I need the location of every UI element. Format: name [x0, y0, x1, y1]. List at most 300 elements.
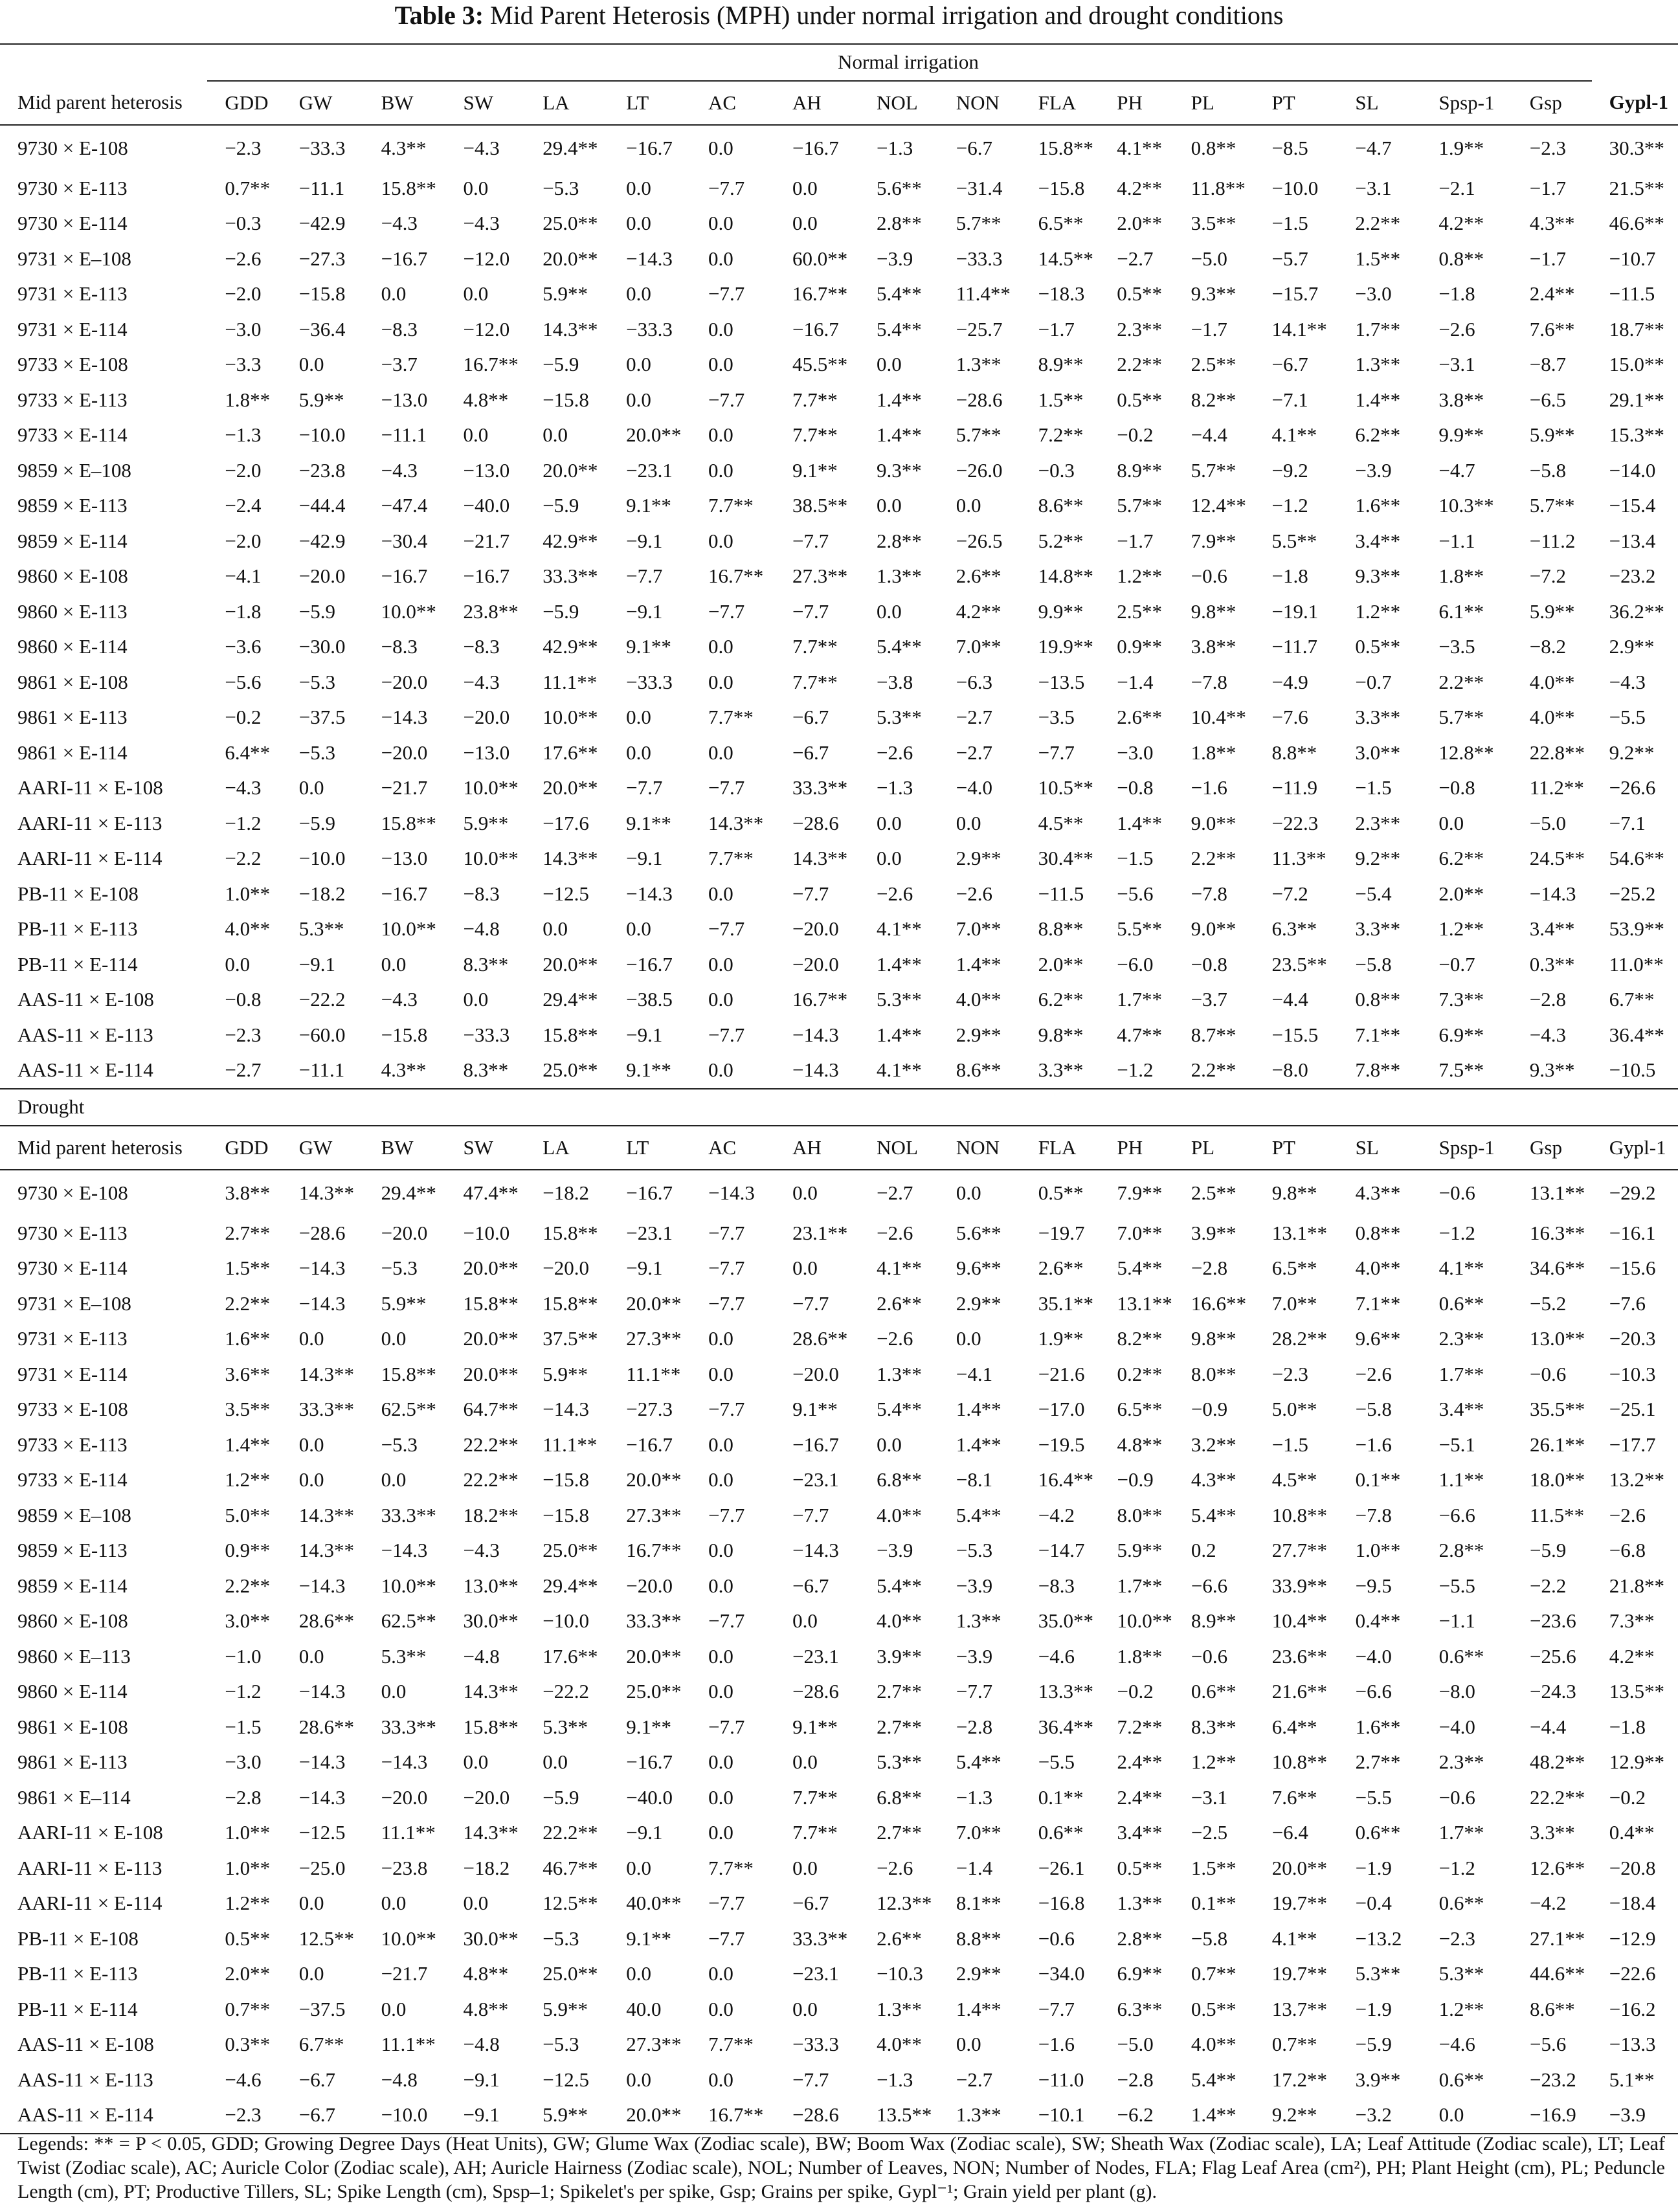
- table-cell: −28.6: [298, 1221, 346, 1244]
- table-cell: 47.4**: [463, 1181, 519, 1204]
- table-cell: 1.6**: [1355, 494, 1401, 517]
- table-cell: 22.2**: [543, 1821, 598, 1844]
- column-header: LT: [609, 1126, 691, 1170]
- table-row: [0, 347, 1678, 383]
- table-cell: −10.0: [543, 1609, 590, 1632]
- table-cell: 0.0: [626, 706, 651, 728]
- table-cell: −5.5: [1355, 1785, 1392, 1809]
- table-cell: −15.6: [1609, 1257, 1656, 1279]
- table-cell: 27.7**: [1271, 1539, 1327, 1561]
- table-cell: −1.8: [1271, 564, 1308, 587]
- table-cell: 2.0**: [225, 1962, 271, 1985]
- table-cell: −7.7: [708, 1398, 745, 1420]
- table-cell: 29.4**: [543, 136, 598, 159]
- table-cell: −4.0: [1438, 1715, 1475, 1738]
- table-cell: 2.7**: [877, 1680, 922, 1703]
- table-cell: 5.7**: [956, 212, 1001, 234]
- table-cell: −5.0: [1191, 247, 1227, 270]
- table-cell: 7.7**: [792, 635, 838, 658]
- table-cell: 0.6**: [1355, 1821, 1401, 1844]
- table-cell: 0.0: [708, 1433, 733, 1456]
- table-cell: −2.6: [877, 882, 913, 905]
- table-cell: −6.7: [956, 136, 992, 159]
- table-cell: −7.7: [708, 1715, 745, 1738]
- table-cell: 7.7**: [792, 1821, 838, 1844]
- table-cell: 29.4**: [543, 1574, 598, 1597]
- table-cell: 0.6**: [1038, 1821, 1084, 1844]
- table-cell: 12.8**: [1438, 741, 1494, 764]
- table-cell: −1.2: [1438, 1221, 1475, 1244]
- table-cell: 0.0: [381, 282, 407, 305]
- table-cell: −1.5: [1355, 776, 1392, 799]
- table-cell: −1.5: [1271, 1433, 1308, 1456]
- table-cell: 0.4**: [1355, 1609, 1401, 1632]
- table-cell: 5.3**: [877, 1750, 922, 1773]
- table-cell: 2.0**: [1438, 882, 1484, 905]
- table-row: [0, 1745, 1678, 1780]
- table-cell: 10.4**: [1271, 1609, 1327, 1632]
- table-cell: 0.1**: [1191, 1892, 1236, 1914]
- table-cell: 5.9**: [543, 1362, 588, 1385]
- table-cell: −7.7: [708, 1023, 745, 1046]
- table-cell: −8.7: [1529, 353, 1567, 375]
- table-cell: 0.0: [792, 176, 818, 199]
- table-cell: 1.2**: [1438, 917, 1484, 940]
- table-cell: −0.3: [1038, 458, 1075, 482]
- table-row: [0, 2097, 1678, 2134]
- table-cell: 2.9**: [1609, 635, 1655, 658]
- table-cell: −11.2: [1529, 529, 1576, 552]
- table-row: [0, 1251, 1678, 1286]
- table-cell: −30.4: [381, 529, 428, 552]
- table-cell: 25.0**: [543, 212, 598, 234]
- table-cell: 4.8**: [1117, 1433, 1163, 1456]
- table-cell: −7.7: [708, 1609, 745, 1632]
- table-cell: −6.6: [1355, 1680, 1392, 1703]
- table-cell: −13.0: [463, 741, 510, 764]
- row-label: 9860 × E–113: [17, 1644, 131, 1668]
- table-cell: 54.6**: [1609, 847, 1664, 869]
- table-row: [0, 488, 1678, 524]
- table-row: [0, 911, 1678, 947]
- table-row: [0, 2027, 1678, 2062]
- column-header: PL: [1174, 81, 1255, 125]
- table-cell: 20.0**: [463, 1362, 519, 1385]
- table-cell: 3.9**: [877, 1644, 922, 1668]
- table-cell: 2.2**: [1174, 1053, 1255, 1089]
- table-cell: −5.1: [1438, 1433, 1475, 1456]
- table-cell: 0.0: [956, 494, 981, 517]
- table-cell: −29.2: [1609, 1181, 1656, 1204]
- table-cell: 0.0: [626, 1962, 651, 1985]
- table-cell: −4.8: [381, 2068, 418, 2091]
- table-cell: −11.0: [1038, 2068, 1084, 2091]
- table-cell: 2.7**: [225, 1221, 271, 1244]
- table-cell: −7.7: [792, 2068, 829, 2091]
- column-header: Gsp: [1512, 81, 1592, 125]
- table-cell: 0.0: [298, 1433, 324, 1456]
- table-cell: 0.0: [381, 952, 407, 976]
- table-cell: −0.3: [225, 212, 262, 234]
- table-cell: −1.6: [1038, 2033, 1075, 2055]
- table-cell: −20.3: [1609, 1327, 1656, 1350]
- table-cell: 28.6**: [792, 1327, 848, 1350]
- table-cell: 60.0**: [792, 247, 848, 270]
- table-cell: 64.7**: [463, 1398, 519, 1420]
- table-cell: −19.1: [1271, 599, 1319, 623]
- table-cell: 15.8**: [381, 811, 436, 834]
- column-header: NOL: [859, 81, 939, 125]
- table-cell: 10.0**: [381, 1927, 436, 1950]
- table-cell: 15.8**: [381, 1362, 436, 1385]
- row-label: 9861 × E-114: [17, 741, 128, 764]
- table-cell: 0.6**: [1191, 1680, 1236, 1703]
- table-cell: 20.0**: [626, 1291, 682, 1315]
- table-cell: 0.0: [463, 1750, 489, 1773]
- table-cell: 11.3**: [1271, 847, 1326, 869]
- row-label: 9859 × E-114: [17, 529, 128, 552]
- table-cell: −20.0: [463, 706, 510, 728]
- table-cell: −21.7: [381, 776, 428, 799]
- table-cell: 2.4**: [1117, 1785, 1163, 1809]
- table-cell: −6.8: [1609, 1539, 1646, 1561]
- table-cell: 1.0**: [225, 1856, 271, 1879]
- table-cell: 6.2**: [1038, 988, 1084, 1011]
- table-cell: 0.0: [708, 1327, 733, 1350]
- table-cell: 5.7**: [956, 423, 1001, 446]
- table-cell: 4.0**: [1355, 1257, 1401, 1279]
- table-cell: 33.3**: [543, 564, 598, 587]
- column-header: AC: [691, 1126, 775, 1170]
- table-cell: 2.2**: [1117, 353, 1163, 375]
- table-cell: 13.3**: [1038, 1680, 1094, 1703]
- table-cell: −20.0: [381, 1221, 428, 1244]
- table-cell: −1.2: [225, 811, 262, 834]
- table-cell: −5.0: [1529, 811, 1567, 834]
- table-cell: 14.3**: [543, 847, 598, 869]
- table-cell: −14.3: [298, 1574, 346, 1597]
- table-cell: −7.7: [792, 882, 829, 905]
- table-cell: 10.0**: [543, 706, 598, 728]
- table-cell: −9.1: [463, 2068, 500, 2091]
- table-cell: −9.1: [626, 1023, 663, 1046]
- table-cell: −14.3: [543, 1398, 590, 1420]
- table-cell: 0.0: [381, 1680, 407, 1703]
- table-cell: 0.5**: [1355, 635, 1401, 658]
- table-cell: 2.2**: [1438, 670, 1484, 693]
- table-cell: −16.7: [792, 1433, 839, 1456]
- table-cell: −4.8: [463, 1644, 500, 1668]
- table-cell: 2.2**: [225, 1291, 271, 1315]
- table-cell: 1.3**: [939, 2097, 1021, 2134]
- table-cell: 1.8**: [1117, 1644, 1163, 1668]
- table-cell: −2.7: [1117, 247, 1154, 270]
- column-header: GW: [282, 81, 364, 125]
- table-cell: 6.4**: [225, 741, 271, 764]
- table-cell: 7.2**: [1038, 423, 1084, 446]
- row-label: 9859 × E-113: [17, 494, 128, 517]
- table-cell: 10.0**: [463, 776, 519, 799]
- table-cell: −5.9: [543, 494, 579, 517]
- table-cell: −3.9: [1355, 458, 1392, 482]
- table-cell: 0.0: [626, 212, 651, 234]
- column-header: AH: [775, 1126, 859, 1170]
- table-cell: 1.7**: [1438, 1821, 1484, 1844]
- table-cell: −15.8: [543, 1468, 590, 1491]
- column-header: NON: [939, 1126, 1021, 1170]
- table-cell: −14.3: [381, 1750, 428, 1773]
- table-cell: −26.0: [956, 458, 1003, 482]
- table-cell: −28.6: [956, 388, 1003, 411]
- table-cell: 5.7**: [1191, 458, 1236, 482]
- table-cell: 4.0**: [1529, 670, 1575, 693]
- table-cell: −38.5: [626, 988, 673, 1011]
- table-cell: 5.7**: [1529, 494, 1575, 517]
- table-cell: −0.9: [1117, 1468, 1154, 1491]
- table-cell: −25.6: [1530, 1644, 1576, 1668]
- table-cell: −7.7: [708, 917, 745, 940]
- table-cell: 9.2**: [1255, 2097, 1338, 2134]
- table-cell: −26.6: [1609, 776, 1656, 799]
- table-cell: −3.2: [1338, 2097, 1422, 2134]
- table-cell: −7.8: [1191, 670, 1227, 693]
- table-cell: 62.5**: [381, 1609, 436, 1632]
- caption-spacer: [1592, 44, 1678, 81]
- table-cell: −1.7: [1117, 529, 1154, 552]
- table-cell: 33.3**: [792, 1927, 848, 1950]
- row-label: 9859 × E–108: [17, 458, 131, 482]
- table-cell: 0.5**: [1117, 282, 1163, 305]
- table-cell: 0.0: [877, 811, 902, 834]
- table-cell: −2.0: [225, 529, 262, 552]
- table-cell: −1.7: [1529, 176, 1567, 199]
- row-label: 9733 × E-113: [17, 388, 128, 411]
- table-cell: −1.2: [1099, 1053, 1173, 1089]
- table-cell: 8.9**: [1117, 458, 1163, 482]
- table-cell: 9.1**: [626, 1715, 671, 1738]
- table-cell: 25.0**: [543, 1539, 598, 1561]
- table-row: [0, 1392, 1678, 1427]
- table-cell: −11.1: [298, 176, 345, 199]
- table-cell: −0.9: [1191, 1398, 1228, 1420]
- table-row: [0, 1321, 1678, 1357]
- table-cell: −8.5: [1271, 136, 1308, 159]
- table-cell: 19.9**: [1038, 635, 1093, 658]
- column-header: LA: [525, 81, 609, 125]
- table-cell: 20.0**: [543, 458, 598, 482]
- table-cell: −36.4: [298, 317, 346, 341]
- table-cell: −16.7: [626, 136, 673, 159]
- row-label: AAS-11 × E-108: [17, 2033, 154, 2055]
- table-cell: −2.7: [956, 2068, 993, 2091]
- table-cell: 14.1**: [1271, 317, 1327, 341]
- table-cell: −0.8: [225, 988, 262, 1011]
- table-cell: 0.0: [792, 1257, 818, 1279]
- table-cell: −5.8: [1355, 1398, 1392, 1420]
- table-cell: 8.6**: [1530, 1997, 1575, 2020]
- table-cell: 4.1**: [1271, 423, 1317, 446]
- table-cell: 9.1**: [792, 1398, 838, 1420]
- table-cell: 20.0**: [626, 1644, 682, 1668]
- table-cell: 8.7**: [1191, 1023, 1236, 1046]
- table-cell: −17.0: [1038, 1398, 1085, 1420]
- table-cell: 33.3**: [298, 1398, 355, 1420]
- drought-table: [0, 1088, 1678, 2134]
- table-cell: 6.3**: [1117, 1997, 1163, 2020]
- table-cell: −7.7: [708, 176, 745, 199]
- table-cell: 20.0**: [609, 2097, 691, 2134]
- table-cell: 4.1**: [1117, 136, 1163, 159]
- table-cell: 0.0: [463, 282, 489, 305]
- table-cell: −2.6: [1438, 317, 1475, 341]
- table-cell: 3.3**: [1530, 1821, 1575, 1844]
- table-cell: −4.2: [1038, 1503, 1075, 1526]
- table-cell: 17.6**: [543, 741, 598, 764]
- table-cell: −7.7: [792, 599, 829, 623]
- table-cell: 1.7**: [1117, 1574, 1163, 1597]
- table-cell: −2.3: [207, 2097, 281, 2134]
- table-cell: −4.3: [463, 136, 500, 159]
- table-cell: −5.6: [225, 670, 262, 693]
- table-cell: −2.6: [1609, 1503, 1646, 1526]
- table-cell: 23.8**: [463, 599, 519, 623]
- table-cell: −8.3: [463, 882, 500, 905]
- table-cell: 4.7**: [1117, 1023, 1163, 1046]
- table-cell: −25.1: [1609, 1398, 1656, 1420]
- table-cell: 0.0: [708, 1997, 733, 2020]
- table-cell: −5.9: [1530, 1539, 1567, 1561]
- table-cell: −17.7: [1609, 1433, 1656, 1456]
- table-cell: 0.8**: [1191, 136, 1236, 159]
- table-cell: 10.8**: [1271, 1750, 1327, 1773]
- table-cell: 34.6**: [1530, 1257, 1585, 1279]
- table-cell: 0.6**: [1438, 1291, 1484, 1315]
- table-row: [0, 1956, 1678, 1992]
- table-cell: −5.6: [1117, 882, 1154, 905]
- table-cell: −2.6: [877, 1856, 913, 1879]
- column-header: PL: [1174, 1126, 1255, 1170]
- table-cell: −5.0: [1117, 2033, 1154, 2055]
- table-cell: 2.3**: [1117, 317, 1163, 341]
- table-cell: 5.3**: [381, 1644, 427, 1668]
- column-header: PH: [1099, 1126, 1173, 1170]
- table-cell: −16.1: [1609, 1221, 1656, 1244]
- table-cell: 0.0: [792, 1181, 818, 1204]
- section-caption-row: [0, 1089, 1678, 1126]
- table-cell: 0.0: [463, 176, 489, 199]
- table-cell: 5.9**: [298, 388, 344, 411]
- table-cell: 2.8**: [877, 529, 922, 552]
- table-cell: −2.3: [1271, 1362, 1308, 1385]
- table-cell: 0.0: [298, 1468, 324, 1491]
- table-cell: 0.0: [691, 1053, 775, 1089]
- table-cell: −7.7: [956, 1680, 993, 1703]
- table-cell: 21.6**: [1271, 1680, 1327, 1703]
- table-cell: −33.3: [792, 2033, 839, 2055]
- column-header: Gypl-1: [1592, 81, 1678, 125]
- table-cell: −5.5: [1609, 706, 1646, 728]
- table-cell: −14.3: [792, 1023, 839, 1046]
- table-cell: −1.9: [1355, 1856, 1392, 1879]
- table-number: Table 3:: [394, 1, 484, 30]
- table-cell: 6.7**: [298, 2033, 344, 2055]
- table-cell: 0.0: [298, 353, 324, 375]
- table-cell: 48.2**: [1530, 1750, 1585, 1773]
- table-cell: 5.4**: [956, 1750, 1001, 1773]
- row-label: PB-11 × E-114: [17, 952, 138, 976]
- table-cell: −34.0: [1038, 1962, 1085, 1985]
- table-cell: −0.6: [1191, 564, 1227, 587]
- table-cell: −2.7: [956, 741, 992, 764]
- table-cell: −2.6: [877, 1221, 913, 1244]
- table-cell: −4.3: [463, 670, 500, 693]
- table-cell: 14.3**: [708, 811, 764, 834]
- table-cell: −14.3: [298, 1291, 346, 1315]
- table-cell: −1.9: [1355, 1997, 1392, 2020]
- table-cell: 7.0**: [1117, 1221, 1163, 1244]
- table-cell: −2.0: [225, 282, 262, 305]
- table-cell: 0.5**: [225, 1927, 271, 1950]
- table-row: [0, 770, 1678, 806]
- table-cell: 0.5**: [1038, 1181, 1084, 1204]
- table-cell: 0.0: [956, 1327, 981, 1350]
- table-cell: −2.0: [225, 458, 262, 482]
- table-cell: −8.3: [1038, 1574, 1075, 1597]
- table-cell: −7.1: [1609, 811, 1646, 834]
- table-cell: −40.0: [626, 1785, 673, 1809]
- table-cell: −7.7: [708, 1221, 745, 1244]
- table-cell: 1.8**: [225, 388, 271, 411]
- table-cell: 3.8**: [225, 1181, 271, 1204]
- table-cell: 4.1**: [1271, 1927, 1317, 1950]
- table-cell: 0.5**: [1191, 1997, 1236, 2020]
- table-cell: 20.0**: [1271, 1856, 1327, 1879]
- table-cell: −30.0: [298, 635, 346, 658]
- table-cell: 2.4**: [1117, 1750, 1163, 1773]
- table-cell: −7.7: [626, 776, 663, 799]
- table-cell: −9.5: [1355, 1574, 1392, 1597]
- table-cell: −0.7: [1355, 670, 1392, 693]
- table-row: [0, 1018, 1678, 1053]
- table-cell: −1.5: [1117, 847, 1154, 869]
- table-cell: 6.2**: [1355, 423, 1401, 446]
- table-row: [0, 1569, 1678, 1604]
- table-cell: −7.7: [792, 529, 829, 552]
- table-cell: −1.4: [1117, 670, 1154, 693]
- table-cell: 28.2**: [1271, 1327, 1327, 1350]
- table-cell: 7.7**: [792, 670, 838, 693]
- table-cell: −18.2: [543, 1181, 590, 1204]
- table-cell: −16.7: [381, 564, 428, 587]
- table-cell: −1.3: [877, 136, 913, 159]
- table-cell: 1.6**: [1355, 1715, 1401, 1738]
- table-cell: 7.0**: [956, 1821, 1001, 1844]
- table-cell: 6.5**: [1038, 212, 1084, 234]
- table-cell: 0.0: [877, 494, 902, 517]
- table-cell: 9.9**: [1038, 599, 1084, 623]
- table-cell: 13.2**: [1609, 1468, 1665, 1491]
- table-cell: 1.2**: [1117, 564, 1163, 587]
- table-cell: 1.2**: [1438, 1997, 1484, 2020]
- table-cell: 8.0**: [1191, 1362, 1236, 1385]
- table-cell: 2.5**: [1191, 1181, 1236, 1204]
- caption-spacer: [0, 44, 207, 81]
- table-cell: 0.0: [708, 1644, 733, 1668]
- table-cell: −4.4: [1271, 988, 1308, 1011]
- row-label: 9860 × E-114: [17, 1680, 128, 1703]
- table-cell: 2.2**: [1191, 847, 1236, 869]
- table-cell: −3.8: [877, 670, 913, 693]
